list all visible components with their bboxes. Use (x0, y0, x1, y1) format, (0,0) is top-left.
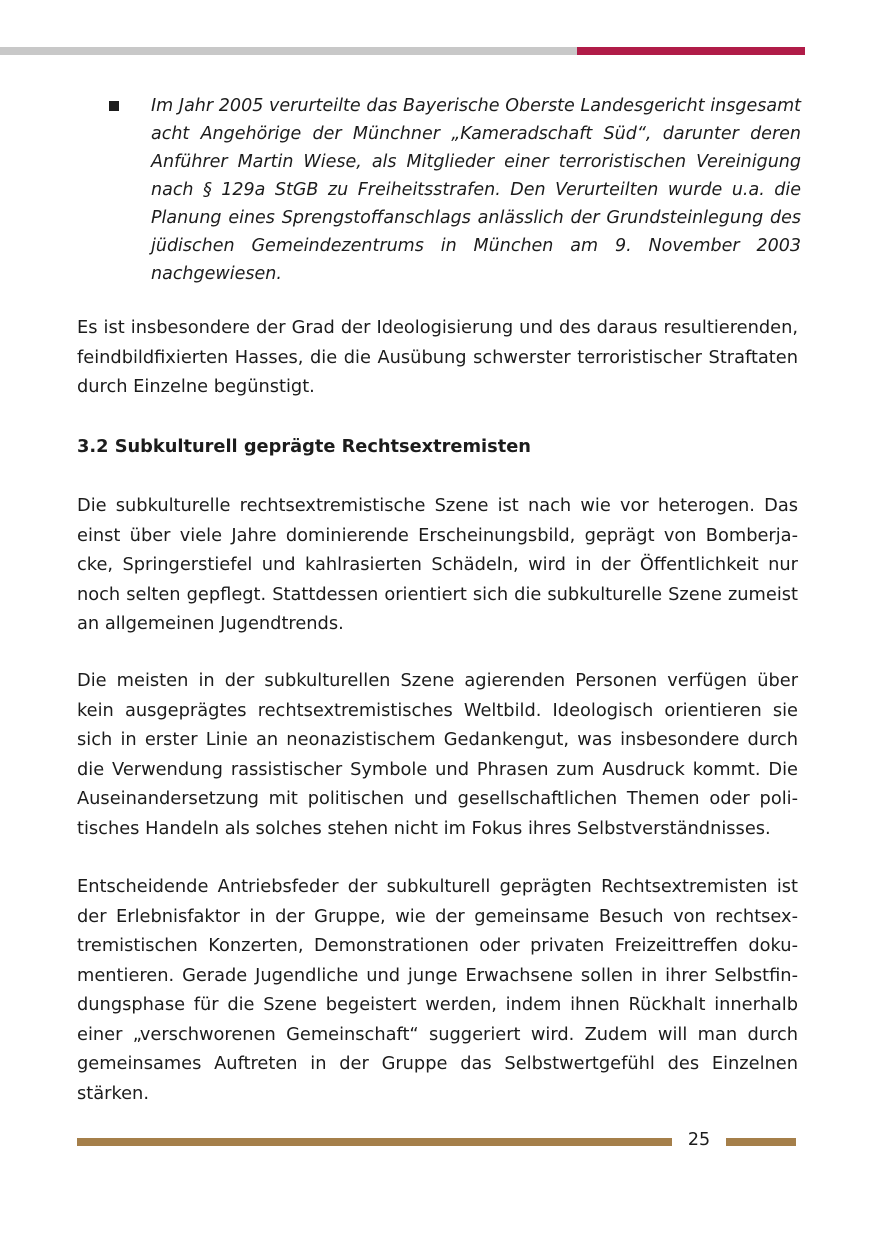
bullet-item-text: Im Jahr 2005 verurteilte das Bayerische Oberste Landesgericht insgesamt acht Angehörige der Münchner „Kameradschaft Süd“, darunter deren Anführer Martin Wiese, als Mitglieder einer terroristischen Vereinigung nach § 129a StGB zu Freiheitsstrafen. Den Verurteilten wurde u.a. die Planung eines Sprengstoffanschlags anlässlich der Grundsteinlegung des jüdischen Gemeindezentrums in München am 9. November 2003 nachgewiesen. (151, 96, 801, 284)
intro-paragraph: Es ist insbesondere der Grad der Ideologisierung und des daraus resultierenden, feindbildfixierten Hasses, die die Ausübung schwerster terroristischer Straftaten durch Einzelne begünstigt. (77, 317, 798, 397)
body-paragraph-1: Die subkulturelle rechtsextremistische Szene ist nach wie vor heterogen. Das einst über viele Jahre dominierende Erscheinungsbild, geprägt von Bomberjacke, Springerstiefel und kahlrasierten Schädeln, wird in der Öffentlichkeit nur noch selten gepflegt. Stattdessen orientiert sich die subkulturelle Szene zumeist an allgemeinen Jugendtrends. (77, 495, 798, 634)
footer-rule-right (726, 1138, 796, 1146)
header-rule-accent (577, 47, 805, 55)
body-paragraph-3: Entscheidende Antriebsfeder der subkulturell geprägten Rechtsextremisten ist der Erlebnisfaktor in der Gruppe, wie der gemeinsame Besuch von rechtsextremistischen Konzerten, Demonstrationen oder privaten Freizeittreffen dokumentieren. Gerade Jugendliche und junge Erwachsene sollen in ihrer Selbstfindungsphase für die Szene begeistert werden, indem ihnen Rückhalt innerhalb einer „verschworenen Gemeinschaft“ suggeriert wird. Zudem will man durch gemeinsames Auftreten in der Gruppe das Selbstwertgefühl des Einzelnen stärken. (77, 876, 798, 1104)
body-paragraph-2: Die meisten in der subkulturellen Szene agierenden Personen verfügen über kein ausgeprägtes rechtsextremistisches Weltbild. Ideologisch orientieren sie sich in erster Linie an neonazistischem Gedankengut, was insbesondere durch die Verwendung rassistischer Symbole und Phrasen zum Ausdruck kommt. Die Auseinandersetzung mit politischen und gesellschaftlichen Themen oder politisches Handeln als solches stehen nicht im Fokus ihres Selbstverständnisses. (77, 670, 798, 839)
page-number: 25 (687, 1130, 711, 1150)
header-rule-grey (0, 47, 577, 55)
section-heading: 3.2 Subkulturell geprägte Rechtsextremisten (77, 436, 531, 457)
footer-rule-left (77, 1138, 672, 1146)
square-bullet-icon (109, 101, 119, 111)
